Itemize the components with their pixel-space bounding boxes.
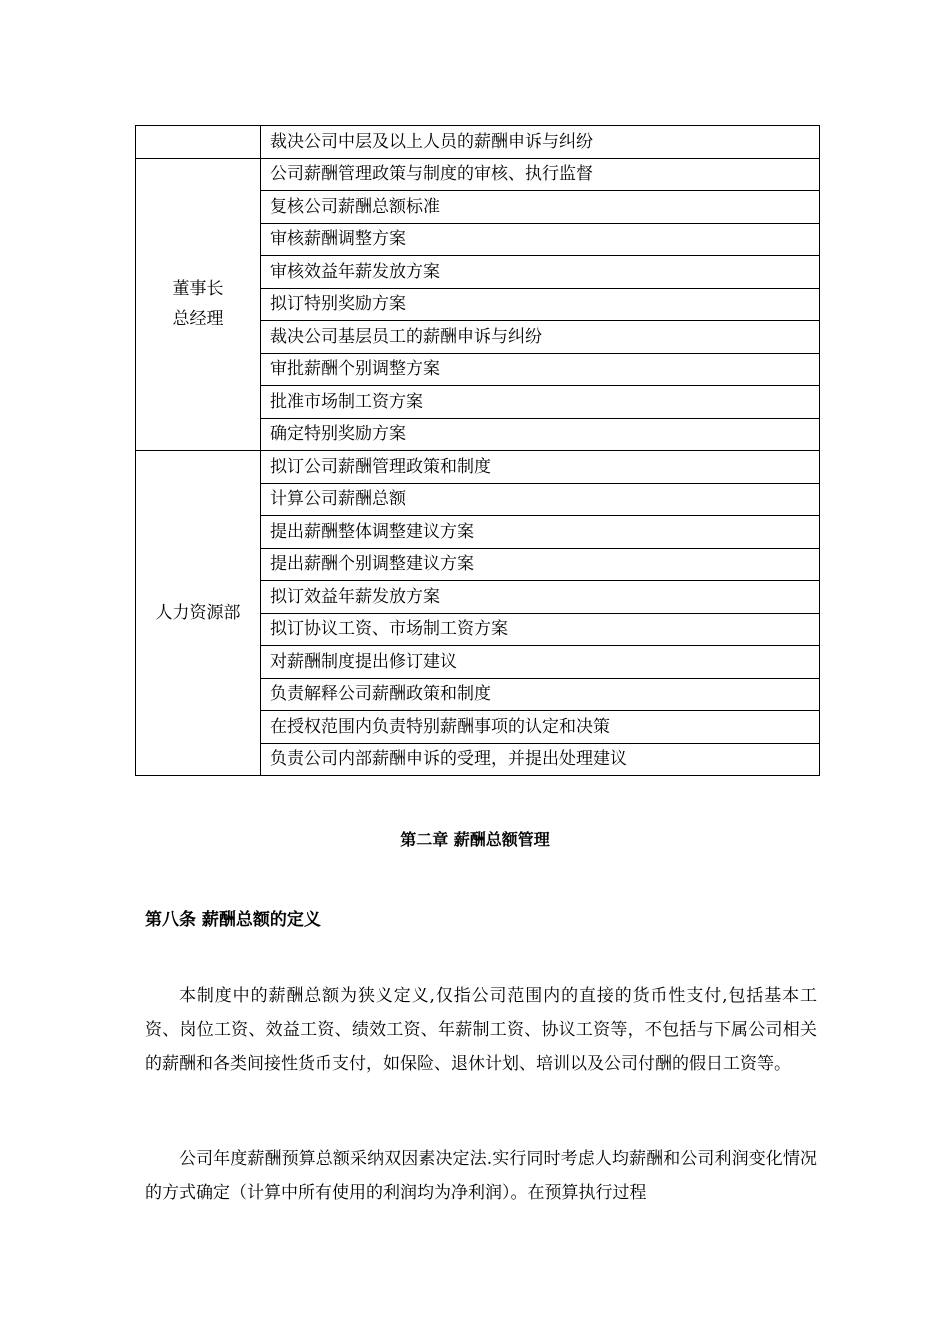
duty-cell: 负责公司内部薪酬申诉的受理，并提出处理建议 xyxy=(261,743,820,776)
role-label: 总经理 xyxy=(172,309,224,330)
duty-cell: 拟订效益年薪发放方案 xyxy=(261,581,820,614)
duty-cell: 批准市场制工资方案 xyxy=(261,386,820,419)
role-cell-chairman-gm xyxy=(136,158,261,451)
body-paragraph: 公司年度薪酬预算总额采纳双因素决定法.实行同时考虑人均薪酬和公司利润变化情况的方式确定（计算中所有使用的利润均为净利润）。在预算执行过程 xyxy=(145,1149,817,1203)
body-paragraph: 本制度中的薪酬总额为狭义定义,仅指公司范围内的直接的货币性支付,包括基本工资、岗位工资、效益工资、绩效工资、年薪制工资、协议工资等，不包括与下属公司相关的薪酬和各类间接性货币支付，如保险、退休计划、培训以及公司付酬的假日工资等。 xyxy=(145,986,817,1074)
role-cell-hr xyxy=(136,451,261,776)
duty-cell: 确定特别奖励方案 xyxy=(261,418,820,451)
duty-cell: 拟订协议工资、市场制工资方案 xyxy=(261,613,820,646)
duty-cell: 提出薪酬个别调整建议方案 xyxy=(261,548,820,581)
duty-cell: 审批薪酬个别调整方案 xyxy=(261,353,820,386)
duty-cell: 裁决公司中层及以上人员的薪酬申诉与纠纷 xyxy=(261,126,820,159)
duty-cell: 负责解释公司薪酬政策和制度 xyxy=(261,678,820,711)
duty-cell: 在授权范围内负责特别薪酬事项的认定和决策 xyxy=(261,711,820,744)
table-row xyxy=(136,126,820,159)
duty-cell: 公司薪酬管理政策与制度的审核、执行监督 xyxy=(261,158,820,191)
table-row xyxy=(136,451,820,484)
duty-cell: 审核效益年薪发放方案 xyxy=(261,256,820,289)
role-cell-empty xyxy=(136,126,261,159)
duty-cell: 裁决公司基层员工的薪酬申诉与纠纷 xyxy=(261,321,820,354)
chapter-title: 第二章 薪酬总额管理 xyxy=(400,830,550,849)
table-row xyxy=(136,158,820,191)
duty-cell: 计算公司薪酬总额 xyxy=(261,483,820,516)
role-label: 董事长 xyxy=(172,279,224,300)
role-label: 人力资源部 xyxy=(155,603,241,623)
duty-cell: 复核公司薪酬总额标准 xyxy=(261,191,820,224)
responsibility-table xyxy=(135,125,820,776)
duty-cell: 拟订特别奖励方案 xyxy=(261,288,820,321)
duty-cell: 审核薪酬调整方案 xyxy=(261,223,820,256)
duty-cell: 拟订公司薪酬管理政策和制度 xyxy=(261,451,820,484)
duty-cell: 提出薪酬整体调整建议方案 xyxy=(261,516,820,549)
duty-cell: 对薪酬制度提出修订建议 xyxy=(261,646,820,679)
article-title: 第八条 薪酬总额的定义 xyxy=(145,910,321,930)
